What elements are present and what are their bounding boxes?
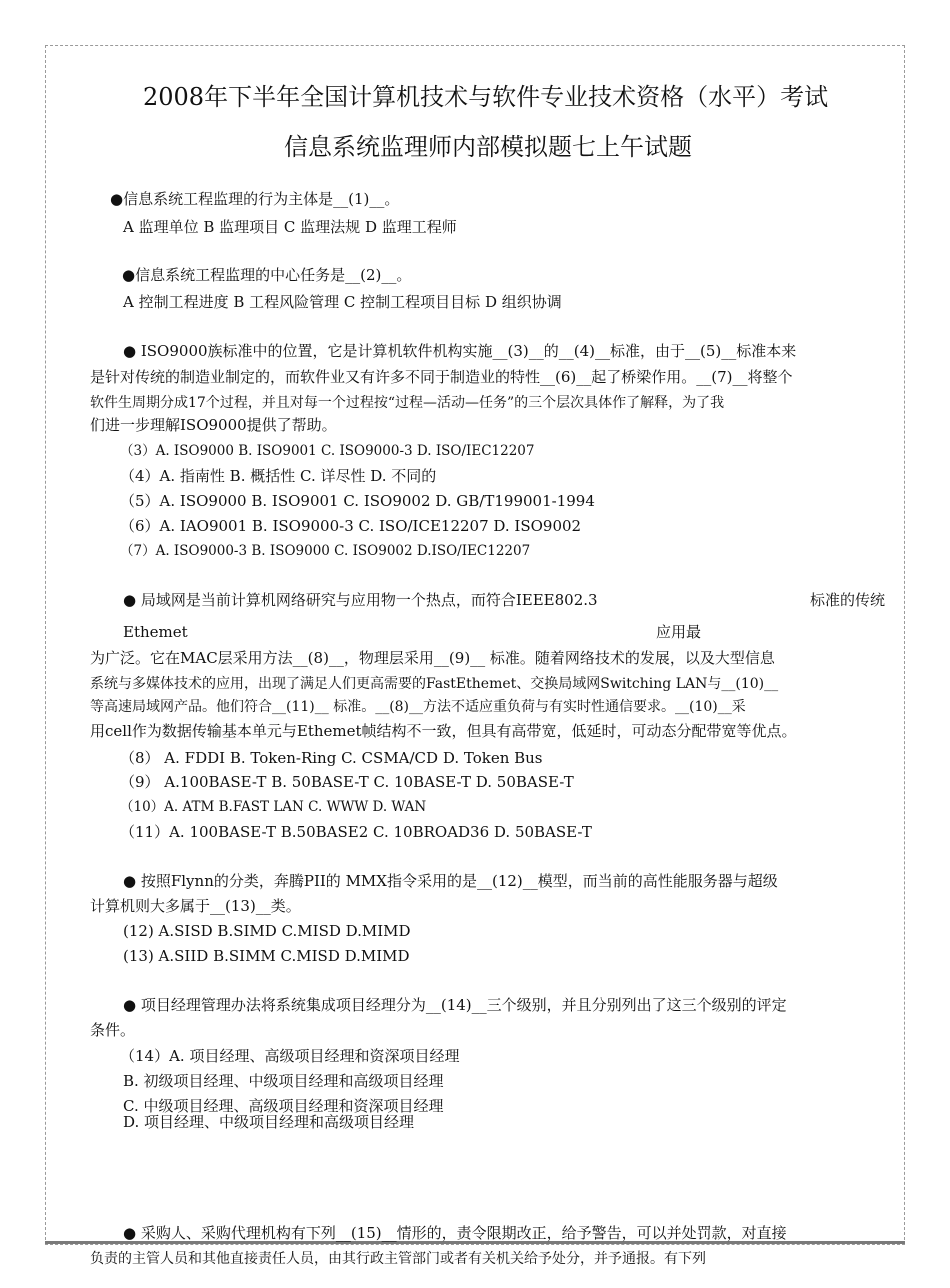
question-9-options: （9） A.100BASE-T B. 50BASE-T C. 10BASE-T D. 50BASE-T [120, 773, 574, 791]
question-1-stem: ●信息系统工程监理的行为主体是__(1)__。 [110, 190, 400, 208]
question-2-stem: ●信息系统工程监理的中心任务是__(2)__。 [122, 266, 412, 284]
exam-title: 2008年下半年全国计算机技术与软件专业技术资格（水平）考试 [143, 83, 829, 111]
question-14-option-a: （14）A. 项目经理、高级项目经理和资深项目经理 [120, 1047, 460, 1065]
question-8-11-stem-line5: 等高速局域网产品。他们符合__(11)__ 标准。__(8)__方法不适应重负荷与有实时性通信要求。__(10)__采 [90, 699, 746, 715]
question-12-13-stem-line2: 计算机则大多属于__(13)__类。 [90, 897, 301, 915]
question-3-7-stem-line4: 们进一步理解ISO9000提供了帮助。 [90, 416, 337, 434]
question-8-11-stem-line2: Ethemet [123, 623, 188, 641]
question-11-options: （11）A. 100BASE-T B.50BASE2 C. 10BROAD36 D. 50BASE-T [120, 823, 592, 841]
question-13-options: (13) A.SIID B.SIMM C.MISD D.MIMD [123, 947, 410, 965]
question-3-7-stem-line3: 软件生周期分成17个过程，并且对每一个过程按“过程—活动—任务”的三个层次具体作了解释，为了我 [90, 395, 725, 411]
question-14-stem-line1: ● 项目经理管理办法将系统集成项目经理分为__(14)__三个级别，并且分别列出了这三个级别的评定 [123, 996, 787, 1014]
question-5-options: （5）A. ISO9000 B. ISO9001 C. ISO9002 D. GB/T199001-1994 [120, 492, 595, 510]
question-8-11-stem-line1: ● 局域网是当前计算机网络研究与应用物一个热点，而符合IEEE802.3 [123, 591, 598, 609]
question-12-13-stem-line1: ● 按照Flynn的分类，奔腾PII的 MMX指令采用的是__(12)__模型，而当前的高性能服务器与超级 [123, 872, 778, 890]
question-15-stem-line2: 负责的主管人员和其他直接责任人员，由其行政主管部门或者有关机关给予处分，并予通报。有下列 [90, 1251, 706, 1267]
question-8-11-stem-line3: 为广泛。它在MAC层采用方法__(8)__，物理层采用__(9)__ 标准。随着网络技术的发展，以及大型信息 [90, 649, 775, 667]
question-14-option-c: C. 中级项目经理、高级项目经理和资深项目经理 [123, 1097, 444, 1115]
question-3-options: （3）A. ISO9000 B. ISO9001 C. ISO9000-3 D. ISO/IEC12207 [120, 443, 535, 459]
question-14-option-b: B. 初级项目经理、中级项目经理和高级项目经理 [123, 1072, 444, 1090]
question-7-options: （7）A. ISO9000-3 B. ISO9000 C. ISO9002 D.ISO/IEC12207 [120, 543, 531, 559]
question-10-options: （10）A. ATM B.FAST LAN C. WWW D. WAN [120, 799, 427, 815]
question-14-stem-line2: 条件。 [90, 1021, 136, 1039]
question-3-7-stem-line2: 是针对传统的制造业制定的，而软件业又有许多不同于制造业的特性__(6)__起了桥梁作用。__(7)__将整个 [90, 368, 793, 386]
question-6-options: （6）A. IAO9001 B. ISO9000-3 C. ISO/ICE12207 D. ISO9002 [120, 517, 582, 535]
question-15-stem-line1: ● 采购人、采购代理机构有下列__(15)__情形的，责令限期改正，给予警告，可以并处罚款，对直接 [123, 1224, 787, 1242]
question-8-11-stem-line4: 系统与多媒体技术的应用，出现了满足人们更高需要的FastEthemet、交换局域网Switching LAN与__(10)__ [90, 676, 779, 692]
question-8-options: （8） A. FDDI B. Token-Ring C. CSMA/CD D. Token Bus [120, 749, 543, 767]
question-8-11-stem-line2-right: 应用最 [656, 623, 702, 641]
question-4-options: （4）A. 指南性 B. 概括性 C. 详尽性 D. 不同的 [120, 467, 437, 485]
question-3-7-stem-line1: ● ISO9000族标准中的位置，它是计算机软件机构实施__(3)__的__(4)__标准，由于__(5)__标准本来 [123, 342, 797, 360]
question-2-options: A 控制工程进度 B 工程风险管理 C 控制工程项目目标 D 组织协调 [123, 293, 562, 311]
question-8-11-stem-line1-right: 标准的传统 [810, 591, 886, 609]
question-12-options: (12) A.SISD B.SIMD C.MISD D.MIMD [123, 922, 411, 940]
exam-subtitle: 信息系统监理师内部模拟题七上午试题 [284, 133, 692, 161]
question-1-options: A 监理单位 B 监理项目 C 监理法规 D 监理工程师 [123, 218, 457, 236]
question-8-11-stem-line6: 用cell作为数据传输基本单元与Ethemet帧结构不一致，但具有高带宽，低延时，可动态分配带宽等优点。 [90, 722, 797, 740]
question-14-option-d: D. 项目经理、中级项目经理和高级项目经理 [123, 1113, 415, 1131]
